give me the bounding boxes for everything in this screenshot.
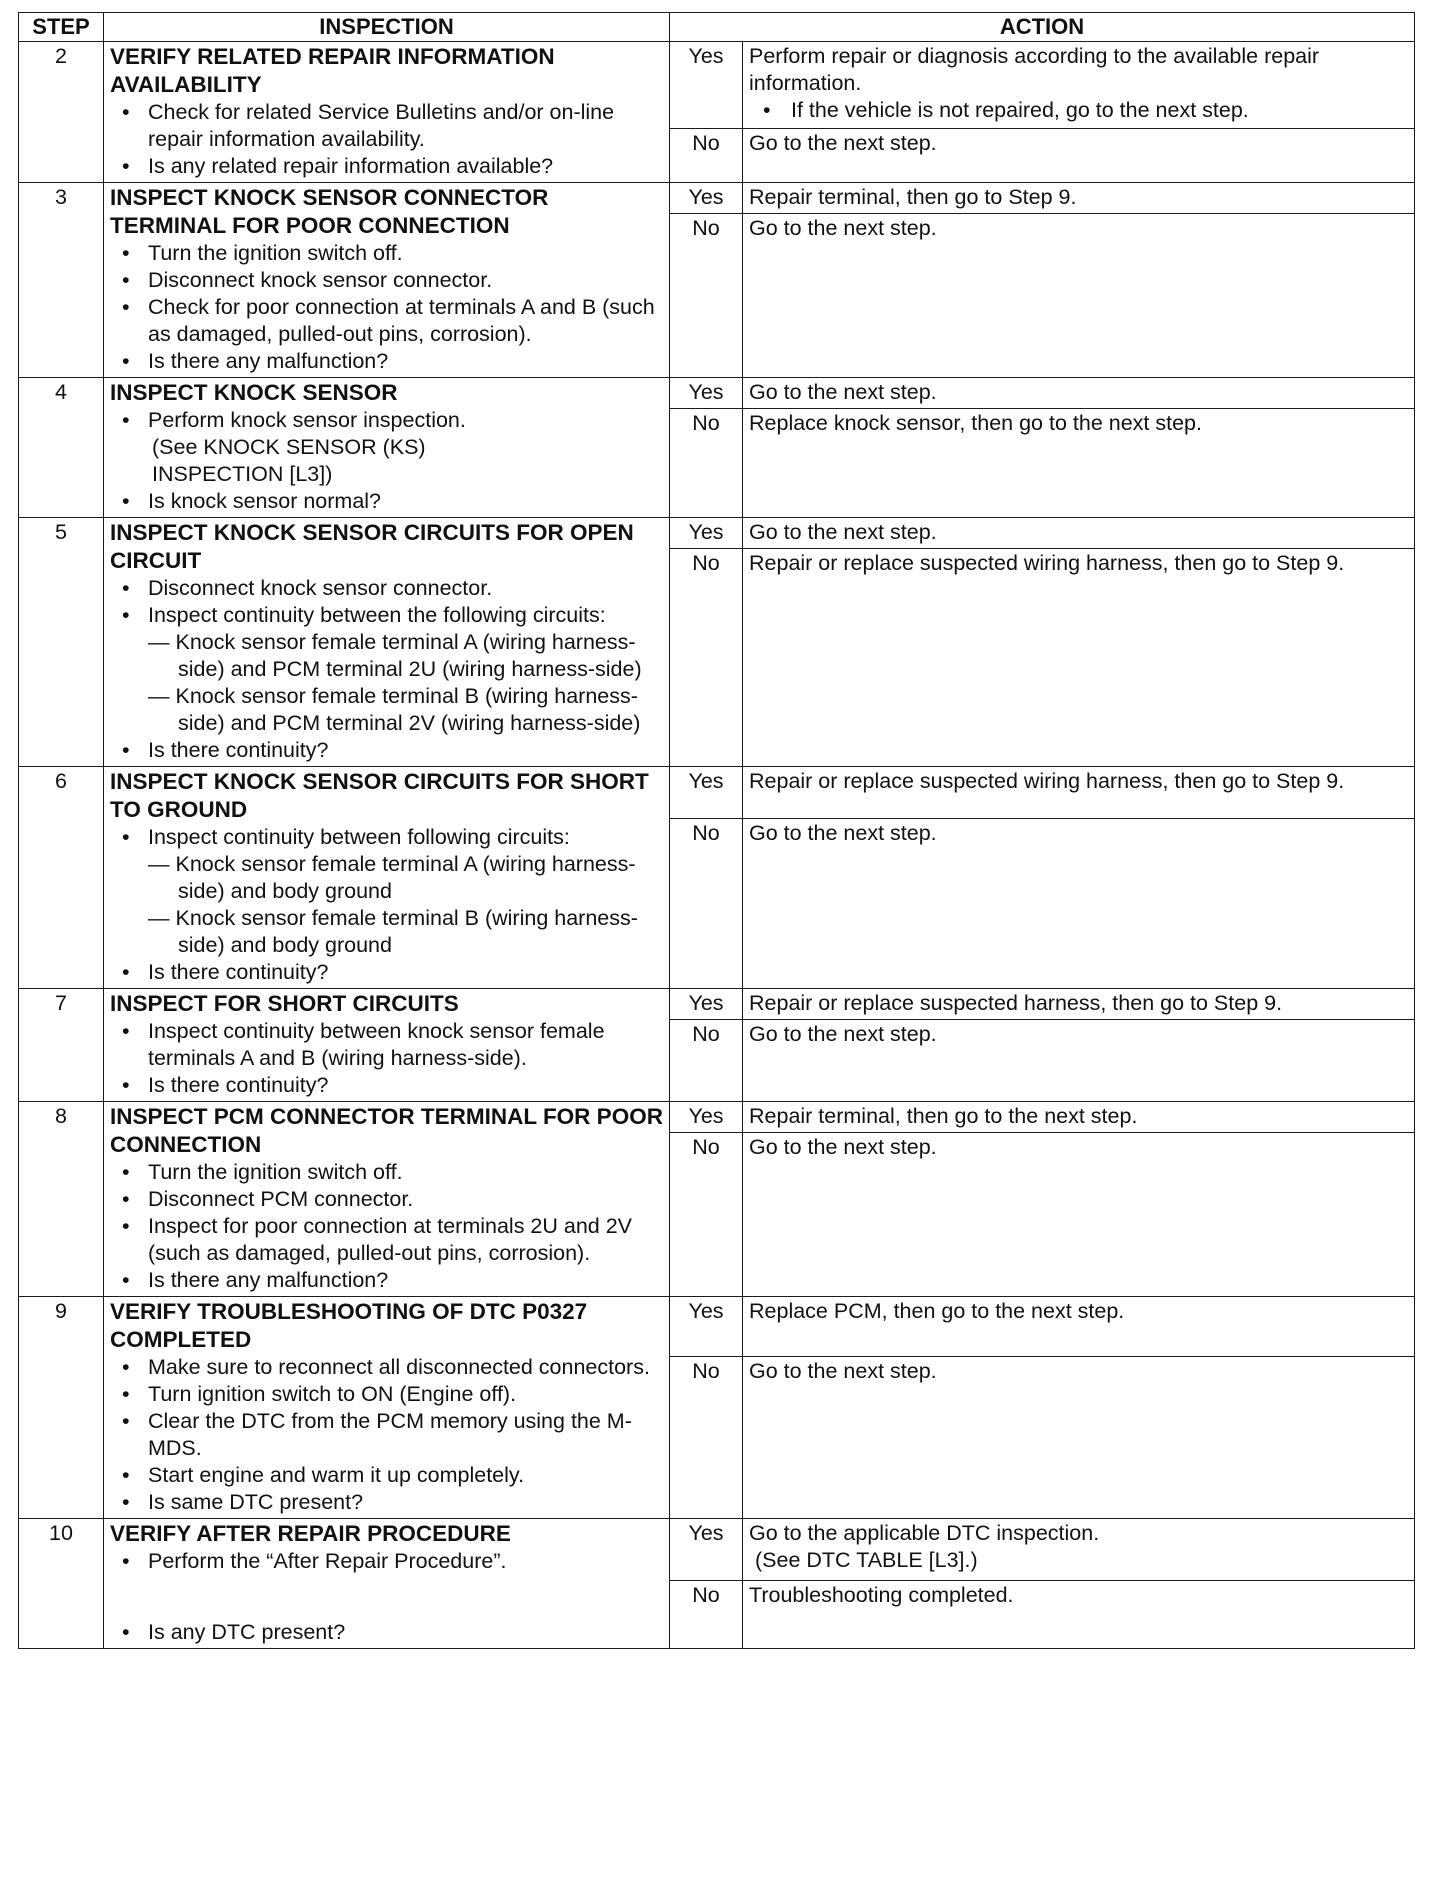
circuit-item: — Knock sensor female terminal B (wiring harness-side) and body ground <box>148 906 638 957</box>
inspection-title: INSPECT FOR SHORT CIRCUITS <box>110 991 459 1016</box>
inspection-bullet: • Is same DTC present? <box>110 1489 663 1516</box>
inspection-cell <box>104 1102 670 1297</box>
inspection-bullet-text: Perform knock sensor inspection. <box>148 408 466 432</box>
inspection-cell <box>104 183 670 378</box>
no-action: Troubleshooting completed. <box>743 1581 1415 1649</box>
yes-action: Repair or replace suspected wiring harness, then go to Step 9. <box>743 767 1415 819</box>
inspection-bullet: • Check for related Service Bulletins and/or on-line repair information availability. <box>110 99 663 153</box>
no-label: No <box>670 819 743 989</box>
inspection-cell <box>104 989 670 1102</box>
inspection-bullet: • Is knock sensor normal? <box>110 488 663 515</box>
circuit-item: — Knock sensor female terminal A (wiring harness-side) and PCM terminal 2U (wiring harness-side) <box>148 630 642 681</box>
no-label: No <box>670 1133 743 1297</box>
step-number: 6 <box>19 767 104 989</box>
table-row <box>19 1102 1415 1133</box>
inspection-bullet: • Is any DTC present? <box>110 1619 663 1646</box>
no-label: No <box>670 1357 743 1519</box>
inspection-cell <box>104 1297 670 1519</box>
no-label: No <box>670 129 743 183</box>
table-row <box>19 42 1415 129</box>
step-number: 8 <box>19 1102 104 1297</box>
yes-label: Yes <box>670 378 743 409</box>
inspection-title: INSPECT KNOCK SENSOR <box>110 380 398 405</box>
header-step: STEP <box>19 13 104 42</box>
no-action: Go to the next step. <box>743 1020 1415 1102</box>
yes-action: Repair terminal, then go to the next step. <box>743 1102 1415 1133</box>
table-row <box>19 989 1415 1020</box>
yes-action: Replace PCM, then go to the next step. <box>743 1297 1415 1357</box>
step-number: 2 <box>19 42 104 183</box>
inspection-title: INSPECT KNOCK SENSOR CIRCUITS FOR SHORT TO GROUND <box>110 769 649 822</box>
inspection-bullet: • Disconnect knock sensor connector. <box>110 575 663 602</box>
inspection-title: INSPECT PCM CONNECTOR TERMINAL FOR POOR CONNECTION <box>110 1104 663 1157</box>
yes-action-cell <box>743 42 1415 129</box>
no-action: Repair or replace suspected wiring harness, then go to Step 9. <box>743 549 1415 767</box>
inspection-bullet: • Clear the DTC from the PCM memory using the M-MDS. <box>110 1408 663 1462</box>
step-number: 10 <box>19 1519 104 1649</box>
inspection-bullet: • Check for poor connection at terminals A and B (such as damaged, pulled-out pins, corrosion). <box>110 294 663 348</box>
yes-label: Yes <box>670 42 743 129</box>
yes-action: Repair or replace suspected harness, then go to Step 9. <box>743 989 1415 1020</box>
yes-label: Yes <box>670 518 743 549</box>
inspection-bullet: • Inspect for poor connection at terminals 2U and 2V (such as damaged, pulled-out pins, corrosion). <box>110 1213 663 1267</box>
step-number: 7 <box>19 989 104 1102</box>
table-row <box>19 183 1415 214</box>
troubleshooting-table <box>18 12 1415 1649</box>
no-action: Go to the next step. <box>743 214 1415 378</box>
yes-label: Yes <box>670 1519 743 1581</box>
inspection-bullet-text: Inspect continuity between following circuits: <box>148 825 570 849</box>
inspection-title: INSPECT KNOCK SENSOR CONNECTOR TERMINAL FOR POOR CONNECTION <box>110 185 549 238</box>
inspection-bullet: • Is there any malfunction? <box>110 348 663 375</box>
no-label: No <box>670 549 743 767</box>
table-row <box>19 378 1415 409</box>
yes-action-sub: • If the vehicle is not repaired, go to the next step. <box>749 97 1408 124</box>
step-number: 5 <box>19 518 104 767</box>
table-row <box>19 1519 1415 1581</box>
troubleshooting-document <box>18 12 1414 1649</box>
yes-label: Yes <box>670 989 743 1020</box>
inspection-bullet: • Is any related repair information available? <box>110 153 663 180</box>
yes-action-cell <box>743 1519 1415 1581</box>
no-action: Go to the next step. <box>743 129 1415 183</box>
no-label: No <box>670 1581 743 1649</box>
table-header-row <box>19 13 1415 42</box>
circuit-item: — Knock sensor female terminal A (wiring harness-side) and body ground <box>148 852 636 903</box>
inspection-bullet: • Disconnect knock sensor connector. <box>110 267 663 294</box>
inspection-bullet: • Inspect continuity between knock sensor female terminals A and B (wiring harness-side). <box>110 1018 663 1072</box>
inspection-cell <box>104 1519 670 1649</box>
inspection-bullet: • Perform the “After Repair Procedure”. <box>110 1548 663 1575</box>
inspection-title: INSPECT KNOCK SENSOR CIRCUITS FOR OPEN CIRCUIT <box>110 520 634 573</box>
no-action: Go to the next step. <box>743 1133 1415 1297</box>
header-action: ACTION <box>670 13 1415 42</box>
yes-label: Yes <box>670 1102 743 1133</box>
yes-action: Perform repair or diagnosis according to the available repair information. <box>749 44 1320 95</box>
inspection-bullet: • Disconnect PCM connector. <box>110 1186 663 1213</box>
step-number: 9 <box>19 1297 104 1519</box>
inspection-bullet: • Turn the ignition switch off. <box>110 1159 663 1186</box>
inspection-title: VERIFY AFTER REPAIR PROCEDURE <box>110 1521 511 1546</box>
no-action: Go to the next step. <box>743 1357 1415 1519</box>
yes-label: Yes <box>670 183 743 214</box>
table-row <box>19 518 1415 549</box>
no-action: Go to the next step. <box>743 819 1415 989</box>
yes-action: Go to the next step. <box>743 378 1415 409</box>
no-label: No <box>670 214 743 378</box>
inspection-bullet: • Turn the ignition switch off. <box>110 240 663 267</box>
inspection-cell <box>104 378 670 518</box>
circuit-item: — Knock sensor female terminal B (wiring harness-side) and PCM terminal 2V (wiring harness-side) <box>148 684 641 735</box>
inspection-bullet-text: Inspect continuity between the following circuits: <box>148 603 606 627</box>
yes-action-reference: (See DTC TABLE [L3].) <box>755 1548 978 1572</box>
yes-action: Repair terminal, then go to Step 9. <box>743 183 1415 214</box>
inspection-bullet: • Start engine and warm it up completely. <box>110 1462 663 1489</box>
yes-action: Go to the next step. <box>743 518 1415 549</box>
header-inspection: INSPECTION <box>104 13 670 42</box>
step-number: 3 <box>19 183 104 378</box>
no-label: No <box>670 409 743 518</box>
inspection-bullet: • Is there continuity? <box>110 959 663 986</box>
step-number: 4 <box>19 378 104 518</box>
inspection-bullet <box>110 602 663 737</box>
yes-label: Yes <box>670 1297 743 1357</box>
inspection-title: VERIFY TROUBLESHOOTING OF DTC P0327 COMPLETED <box>110 1299 588 1352</box>
table-row <box>19 1297 1415 1357</box>
inspection-cell <box>104 767 670 989</box>
no-action: Replace knock sensor, then go to the next step. <box>743 409 1415 518</box>
yes-action: Go to the applicable DTC inspection. <box>749 1521 1100 1545</box>
inspection-reference: (See KNOCK SENSOR (KS) INSPECTION [L3]) <box>152 435 426 486</box>
inspection-title: VERIFY RELATED REPAIR INFORMATION AVAILABILITY <box>110 44 555 97</box>
yes-label: Yes <box>670 767 743 819</box>
inspection-bullet <box>110 824 663 959</box>
inspection-bullet <box>110 407 663 488</box>
inspection-cell <box>104 518 670 767</box>
inspection-cell <box>104 42 670 183</box>
no-label: No <box>670 1020 743 1102</box>
table-row <box>19 767 1415 819</box>
inspection-bullet: • Is there continuity? <box>110 737 663 764</box>
inspection-bullet: • Is there any malfunction? <box>110 1267 663 1294</box>
inspection-bullet: • Make sure to reconnect all disconnected connectors. <box>110 1354 663 1381</box>
inspection-bullet: • Is there continuity? <box>110 1072 663 1099</box>
inspection-bullet: • Turn ignition switch to ON (Engine off). <box>110 1381 663 1408</box>
